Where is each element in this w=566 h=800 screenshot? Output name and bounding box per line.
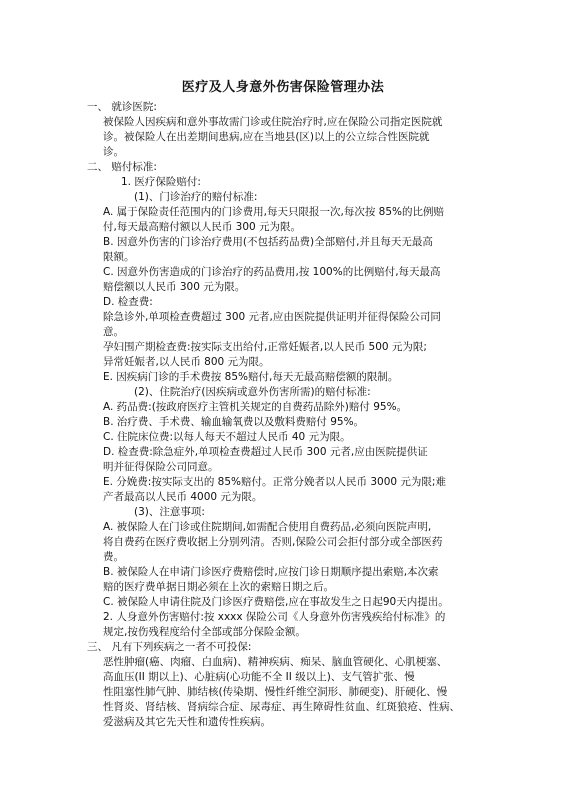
paragraph-line: 异常妊娠者,以人民币 800 元为限。 [103, 356, 270, 368]
paragraph-line: C. 住院床位费:以每人每天不超过人民币 40 元为限。 [103, 431, 351, 443]
paragraph-line: 限额。 [103, 251, 135, 263]
paragraph-line: 被保险人因疾病和意外事故需门诊或住院治疗时,应在保险公司指定医院就 [103, 116, 443, 128]
paragraph-line: 产者最高以人民币 4000 元为限。 [103, 491, 263, 503]
paragraph-line: 意。 [103, 326, 124, 338]
paragraph-line: 赔偿额以人民币 300 元为限。 [103, 281, 246, 293]
paragraph-line: 规定,按伤残程度给付全部或部分保险金额。 [103, 626, 306, 638]
paragraph-line: 高血压(II 期以上)、心脏病(心功能不全 II 级以上)、支气管扩张、慢 [103, 671, 415, 683]
paragraph-line: A. 被保险人在门诊或住院期间,如需配合使用自费药品,必须向医院声明, [103, 521, 432, 533]
paragraph-line: 性阻塞性肺气肿、肺结核(传染期、慢性纤维空洞形、肺硬变)、肝硬化、慢 [103, 686, 448, 698]
paragraph-line: D. 检查费: [103, 296, 153, 308]
subsection-heading: (2)、住院治疗(因疾病或意外伤害所需)的赔付标准: [134, 386, 371, 398]
paragraph-line: A. 药品费:(按政府医疗主管机关规定的自费药品除外)赔付 95%。 [103, 401, 408, 413]
paragraph-line: 爱滋病及其它先天性和遗传性疾病。 [103, 716, 271, 728]
paragraph-line: B. 因意外伤害的门诊治疗费用(不包括药品费)全部赔付,并且每天无最高 [103, 236, 433, 248]
paragraph-line: 性肾炎、肾结核、肾病综合症、尿毒症、再生障碍性贫血、红斑狼疮、性病、 [103, 701, 460, 713]
section-heading-1: 一、 就诊医院: [87, 101, 157, 113]
paragraph-line: E. 因疾病门诊的手术费按 85%赔付,每天无最高赔偿额的限制。 [103, 371, 399, 383]
paragraph-line: 费。 [103, 551, 124, 563]
paragraph-line: 孕妇围产期检查费:按实际支出给付,正常妊娠者,以人民币 500 元为限; [103, 341, 427, 353]
paragraph-line: 恶性肿瘤(癌、肉瘤、白血病)、精神疾病、痴呆、脑血管硬化、心肌梗塞、 [103, 656, 448, 668]
paragraph-line: 将自费药在医疗费收据上分别列清。否则,保险公司会拒付部分或全部医药 [103, 536, 443, 548]
paragraph-line: C. 因意外伤害造成的门诊治疗的药品费用,按 100%的比例赔付,每天最高 [103, 266, 441, 278]
paragraph-line: D. 检查费:除急症外,单项检查费超过人民币 300 元者,应由医院提供证 [103, 446, 428, 458]
paragraph-line: C. 被保险人申请住院及门诊医疗费赔偿,应在事故发生之日起90天内提出。 [103, 596, 449, 608]
paragraph-line: 明并征得保险公司同意。 [103, 461, 219, 473]
paragraph-line: 2. 人身意外伤害赔付:按 xxxx 保险公司《人身意外伤害残疾给付标准》的 [103, 611, 446, 623]
document-title: 医疗及人身意外伤害保险管理办法 [181, 80, 385, 95]
paragraph-line: 诊。被保险人在出差期间患病,应在当地县(区)以上的公立综合性医院就 [103, 131, 430, 143]
subsection-heading: (3)、注意事项: [134, 506, 205, 518]
subsection-heading: 1. 医疗保险赔付: [121, 176, 201, 188]
paragraph-line: B. 治疗费、手术费、输血输氧费以及敷料费赔付 95%。 [103, 416, 365, 428]
paragraph-line: 除急诊外,单项检查费超过 300 元者,应由医院提供证明并征得保险公司同 [103, 311, 441, 323]
subsection-heading: (1)、门诊治疗的赔付标准: [134, 191, 258, 203]
paragraph-line: 赔的医疗费单据日期必须在上次的索赔日期之后。 [103, 581, 334, 593]
section-heading-3: 三、 凡有下列疾病之一者不可投保: [87, 641, 252, 653]
paragraph-line: E. 分娩费:按实际支出的 85%赔付。正常分娩者以人民币 3000 元为限;难 [103, 476, 446, 488]
paragraph-line: B. 被保险人在申请门诊医疗费赔偿时,应按门诊日期顺序提出索赔,本次索 [103, 566, 439, 578]
paragraph-line: 付,每天最高赔付额以人民币 300 元为限。 [103, 221, 302, 233]
paragraph-line: 诊。 [103, 146, 124, 158]
section-heading-2: 二、 赔付标准: [87, 161, 157, 173]
paragraph-line: A. 属于保险责任范围内的门诊费用,每天只限报一次,每次按 85%的比例赔 [103, 206, 445, 218]
